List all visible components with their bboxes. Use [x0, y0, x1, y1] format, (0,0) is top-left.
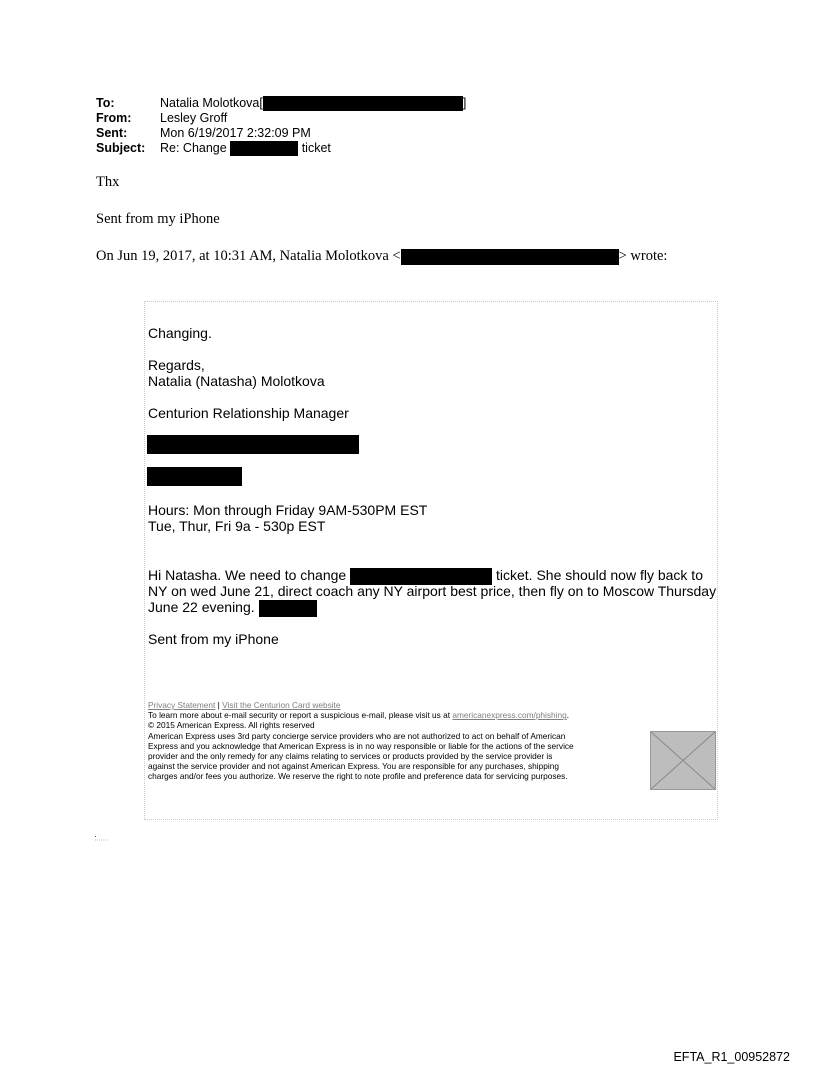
security-text: To learn more about e-mail security or report a suspicious e-mail, please visit us at	[148, 710, 451, 721]
redaction-bar	[401, 249, 619, 265]
original-line-3	[148, 599, 317, 617]
centurion-website-link[interactable]: Visit the Centurion Card website	[222, 700, 341, 710]
from-value: Lesley Groff	[160, 111, 228, 125]
redaction-bar	[263, 96, 463, 111]
phishing-link[interactable]: americanexpress.com/phishing	[452, 710, 567, 721]
legal-footer	[148, 700, 648, 782]
sent-value: Mon 6/19/2017 2:32:09 PM	[160, 126, 311, 140]
link-separator: |	[217, 700, 220, 710]
document-id: EFTA_R1_00952872	[673, 1050, 790, 1064]
disclaimer-line: against the service provider and not against American Express. You are responsible for any purchases, shipping	[148, 761, 559, 772]
redaction-bar	[147, 435, 359, 454]
broken-image-cross	[651, 732, 715, 789]
subject-suffix: ticket	[301, 141, 331, 155]
redaction-bar	[259, 600, 317, 617]
disclaimer-line: American Express uses 3rd party concierge service providers who are not authorized to act on behalf of American	[148, 730, 566, 741]
quote-intro-suffix: > wrote:	[618, 248, 668, 264]
reply-text: Thx	[96, 174, 120, 190]
to-value: Natalia Molotkova[	[160, 96, 263, 110]
sent-label: Sent:	[96, 126, 128, 140]
quoted-name: Natalia (Natasha) Molotkova	[148, 373, 325, 389]
from-label: From:	[96, 111, 132, 125]
quoted-message	[144, 301, 718, 820]
original-signature: Sent from my iPhone	[148, 631, 279, 647]
subject-label: Subject:	[96, 141, 146, 155]
quote-intro-prefix: On Jun 19, 2017, at 10:31 AM, Natalia Molotkova <	[96, 248, 401, 264]
privacy-statement-link[interactable]: Privacy Statement	[148, 700, 216, 710]
quoted-title: Centurion Relationship Manager	[148, 405, 349, 421]
quote-intro	[96, 248, 667, 265]
stray-mark-icon	[95, 836, 109, 842]
quoted-regards: Regards,	[148, 357, 205, 373]
subject-prefix: Re: Change	[160, 141, 227, 155]
redaction-bar	[230, 141, 298, 156]
original-line-1-suffix: ticket. She should now fly back to	[495, 567, 703, 583]
to-close: ]	[462, 96, 467, 110]
disclaimer-line: charges and/or fees you authorize. We reserve the right to note profile and preference data for servicing purposes.	[148, 771, 568, 782]
redaction-bar	[147, 467, 242, 486]
reply-signature: Sent from my iPhone	[96, 211, 220, 227]
to-label: To:	[96, 96, 115, 110]
original-line-2: NY on wed June 21, direct coach any NY airport best price, then fly on to Moscow Thursday	[148, 583, 717, 599]
disclaimer-line: Express and you acknowledge that American Express is in no way responsible or liable for the actions of the service	[148, 740, 574, 751]
quoted-greeting: Changing.	[148, 325, 212, 341]
broken-image-icon	[650, 731, 716, 790]
copyright: © 2015 American Express. All rights reserved	[148, 720, 315, 731]
original-line-1-prefix: Hi Natasha. We need to change	[148, 567, 347, 583]
original-line-3-text: June 22 evening.	[148, 599, 255, 615]
quoted-hours-2: Tue, Thur, Fri 9a - 530p EST	[148, 518, 326, 534]
quoted-hours-1: Hours: Mon through Friday 9AM-530PM EST	[148, 502, 428, 518]
disclaimer-line: provider and the only remedy for any claims relating to services or products provided by the service provider is	[148, 751, 553, 762]
security-text-end: .	[566, 710, 570, 721]
